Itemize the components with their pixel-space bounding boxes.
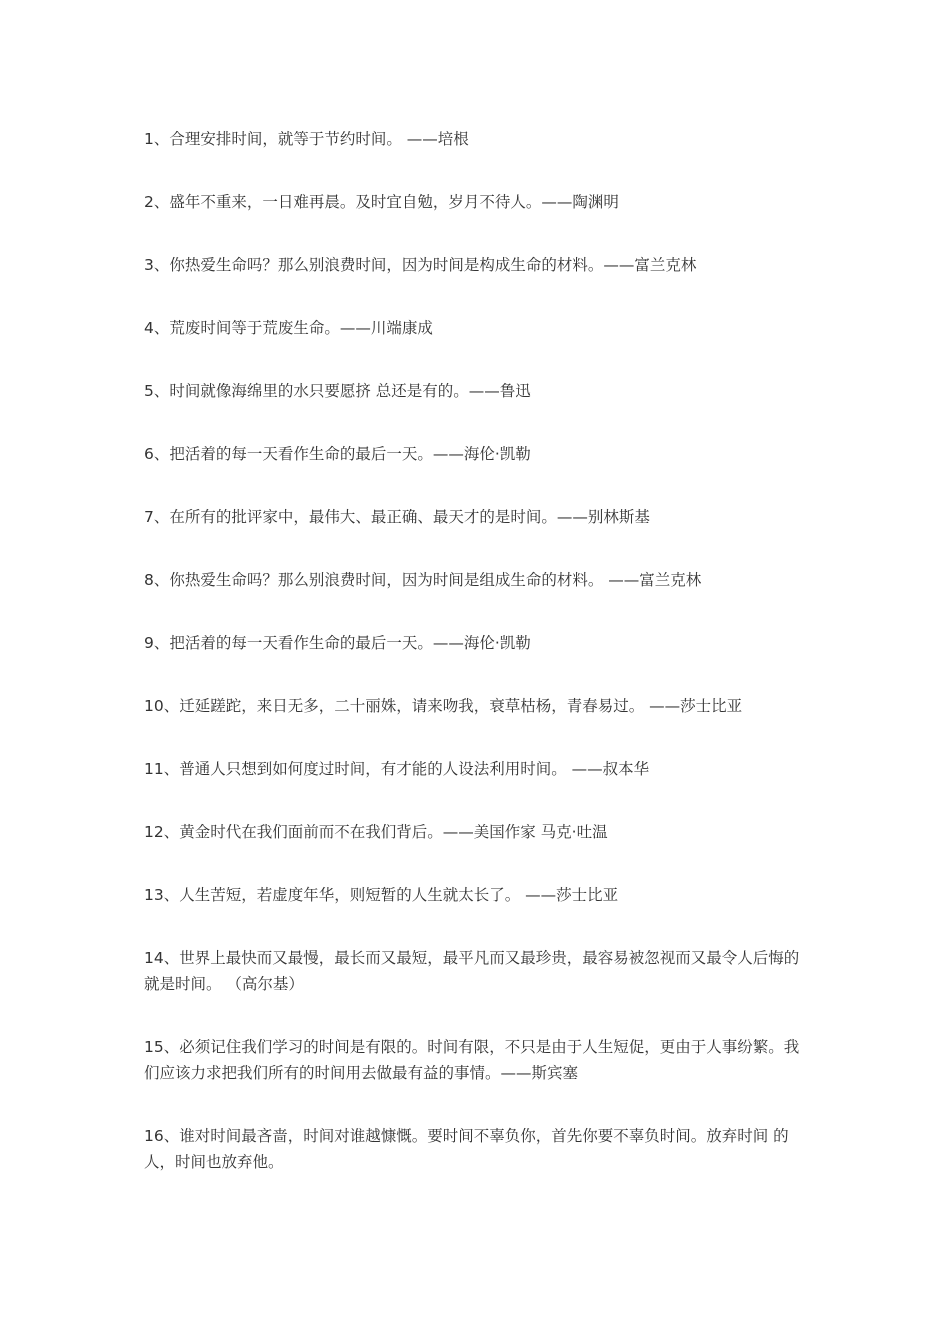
quote-list (144, 126, 810, 1212)
quote-item: 13、人生苦短，若虚度年华，则短暂的人生就太长了。 ——莎士比亚 (144, 886, 619, 904)
quote-item: 3、你热爱生命吗？那么别浪费时间，因为时间是构成生命的材料。——富兰克林 (144, 256, 697, 274)
quote-item: 12、黄金时代在我们面前而不在我们背后。——美国作家 马克·吐温 (144, 823, 608, 841)
quote-item: 16、谁对时间最吝啬，时间对谁越慷慨。要时间不辜负你，首先你要不辜负时间。放弃时间 的人，时间也放弃他。 (144, 1127, 789, 1171)
quote-item: 10、迁延蹉跎，来日无多，二十丽姝，请来吻我，衰草枯杨，青春易过。 ——莎士比亚 (144, 697, 743, 715)
quote-item: 7、在所有的批评家中，最伟大、最正确、最天才的是时间。——别林斯基 (144, 508, 650, 526)
quote-item: 11、普通人只想到如何度过时间，有才能的人设法利用时间。 ——叔本华 (144, 760, 650, 778)
quote-item: 2、盛年不重来，一日难再晨。及时宜自勉，岁月不待人。——陶渊明 (144, 193, 619, 211)
quote-item: 8、你热爱生命吗？那么别浪费时间，因为时间是组成生命的材料。 ——富兰克林 (144, 571, 702, 589)
quote-item: 14、世界上最快而又最慢，最长而又最短，最平凡而又最珍贵，最容易被忽视而又最令人后悔的就是时间。 （高尔基） (144, 949, 800, 993)
quote-item: 1、合理安排时间，就等于节约时间。 ——培根 (144, 130, 469, 148)
quote-item: 5、时间就像海绵里的水只要愿挤 总还是有的。——鲁迅 (144, 382, 531, 400)
quote-item: 4、荒废时间等于荒废生命。——川端康成 (144, 319, 433, 337)
quote-item: 6、把活着的每一天看作生命的最后一天。——海伦·凯勒 (144, 445, 531, 463)
quote-item: 9、把活着的每一天看作生命的最后一天。——海伦·凯勒 (144, 634, 531, 652)
quote-item: 15、必须记住我们学习的时间是有限的。时间有限，不只是由于人生短促，更由于人事纷繁。我们应该力求把我们所有的时间用去做最有益的事情。——斯宾塞 (144, 1038, 800, 1082)
